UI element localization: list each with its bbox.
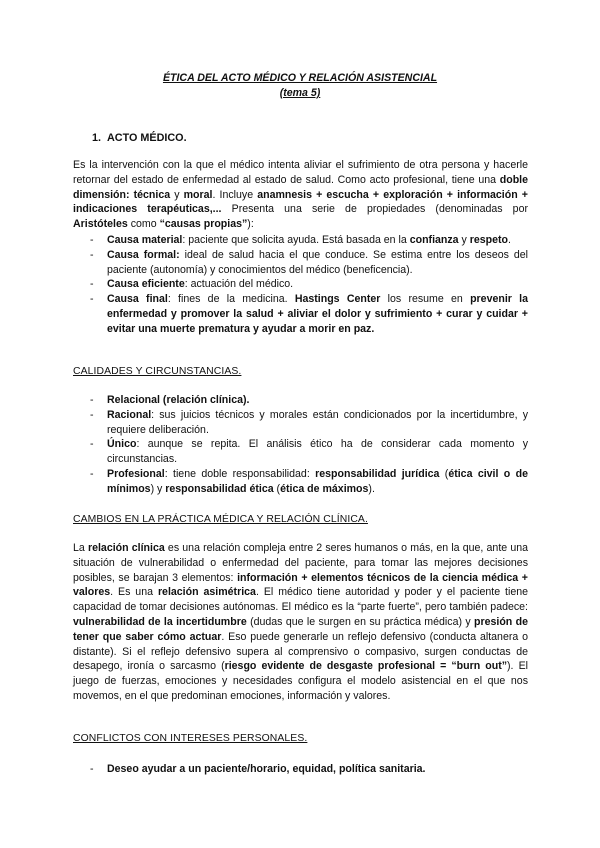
text: como bbox=[127, 218, 160, 231]
bold-text: Causa final bbox=[107, 293, 168, 306]
causas-list bbox=[73, 233, 528, 337]
section-heading-cambios: CAMBIOS EN LA PRÁCTICA MÉDICA Y RELACIÓN CLÍNICA. bbox=[73, 514, 368, 525]
list-item bbox=[73, 248, 528, 278]
text: : sus juicios técnicos y morales están condicionados por la incertidumbre, y requiere deliberación. bbox=[107, 408, 528, 436]
text: es una relación compleja entre 2 seres humanos o más, en la que, ante una situación de vulnerabilidad o enfermedad del paciente, para tomar las mejores decisiones posibles, se barajan 3 elementos: bbox=[73, 542, 529, 584]
paragraph-relacion-clinica bbox=[73, 541, 528, 704]
text: Presenta una serie de propiedades (denominadas por bbox=[221, 203, 528, 216]
bold-text: riesgo evidente de desgaste profesional = “burn out” bbox=[224, 660, 508, 673]
bold-text: relación asimétrica bbox=[157, 586, 256, 599]
bold-text: Hastings Center bbox=[294, 293, 381, 306]
bold-text: “causas propias” bbox=[159, 218, 248, 231]
text: : paciente que solicita ayuda. Está basada en la bbox=[182, 234, 410, 246]
bold-text: información + elementos técnicos de la ciencia médica + valores bbox=[73, 571, 528, 599]
text: . Incluye bbox=[212, 188, 258, 201]
list-item bbox=[73, 762, 528, 777]
section-heading-acto-medico bbox=[92, 131, 187, 146]
bold-text: ética de máximos bbox=[280, 482, 369, 495]
bold-text: Causa formal: bbox=[107, 248, 180, 261]
calidades-list bbox=[73, 393, 528, 497]
bold-text: moral bbox=[183, 188, 213, 201]
bold-text: doble dimensión: técnica bbox=[73, 173, 528, 201]
text: . Es una bbox=[110, 586, 158, 599]
text: ). El juego de fuerzas, emociones y necesidades configura el modelo asistencial en el que nos movemos, en el que predominan emociones, información y valores. bbox=[73, 660, 528, 702]
text: La bbox=[73, 542, 88, 554]
document-subtitle: (tema 5) bbox=[279, 87, 321, 99]
list-item bbox=[73, 408, 528, 438]
text: los resume en bbox=[380, 293, 471, 306]
text: Es la intervención con la que el médico intenta aliviar el sufrimiento de otra persona y hacerle retornar del estado de enfermedad al estado de salud. Como acto profesional, tiene una bbox=[73, 159, 528, 186]
section-heading-conflictos: CONFLICTOS CON INTERESES PERSONALES. bbox=[73, 733, 308, 744]
list-item bbox=[73, 277, 528, 292]
text: (dudas que le surgen en su práctica médica) y bbox=[246, 615, 474, 628]
section-heading-text: ACTO MÉDICO. bbox=[107, 132, 187, 144]
text: ) y bbox=[150, 482, 166, 495]
list-item bbox=[73, 467, 528, 497]
text: ( bbox=[273, 482, 281, 495]
bold-text: ética civil o de mínimos bbox=[107, 467, 528, 495]
text: . El médico tiene autoridad y poder y el paciente tiene capacidad de tomar decisiones autónomas. El médico es la “parte fuerte”, pero también padece: bbox=[73, 586, 529, 614]
list-item bbox=[73, 292, 528, 336]
list-item bbox=[73, 233, 528, 248]
section-number: 1. bbox=[92, 132, 102, 144]
text: ): bbox=[247, 218, 254, 231]
bold-text: Aristóteles bbox=[73, 218, 128, 231]
bold-text: responsabilidad jurídica bbox=[315, 467, 440, 480]
text: ( bbox=[439, 467, 449, 480]
document-title: ÉTICA DEL ACTO MÉDICO Y RELACIÓN ASISTENCIAL bbox=[162, 72, 438, 84]
text: ). bbox=[368, 482, 375, 495]
section-heading-calidades: CALIDADES Y CIRCUNSTANCIAS. bbox=[73, 366, 242, 377]
list-item bbox=[73, 437, 528, 467]
bold-text: prevenir la enfermedad y promover la salud + aliviar el dolor y sufrimiento + curar y cuidar + evitar una muerte prematura y ayudar a morir en paz. bbox=[107, 293, 528, 335]
bold-text: anamnesis + escucha + exploración + información + indicaciones terapéuticas,... bbox=[73, 188, 528, 216]
text: : aunque se repita. El análisis ético ha de considerar cada momento y circunstancias. bbox=[107, 438, 528, 466]
bold-text: presión de tener que saber cómo actuar bbox=[73, 615, 528, 643]
conflictos-list bbox=[73, 762, 528, 777]
bold-text: Único bbox=[107, 438, 137, 451]
bold-text: Racional bbox=[107, 408, 152, 421]
text: : actuación del médico. bbox=[184, 278, 294, 291]
bold-text: Deseo ayudar a un paciente/horario, equidad, política sanitaria. bbox=[107, 763, 426, 775]
bold-text: Causa eficiente bbox=[107, 278, 185, 291]
bold-text: responsabilidad ética bbox=[165, 482, 274, 495]
bold-text: Causa material bbox=[107, 234, 183, 246]
text: . bbox=[508, 234, 511, 246]
text: : tiene doble responsabilidad: bbox=[164, 467, 316, 480]
bold-text: vulnerabilidad de la incertidumbre bbox=[73, 615, 247, 628]
title-block bbox=[0, 71, 600, 101]
paragraph-acto-medico bbox=[73, 158, 528, 232]
text: y bbox=[458, 234, 470, 246]
bold-text: relación clínica bbox=[87, 542, 165, 554]
text: : fines de la medicina. bbox=[167, 293, 295, 306]
text: y bbox=[170, 188, 184, 201]
bold-text: respeto bbox=[469, 234, 509, 246]
bold-text: Profesional bbox=[107, 467, 165, 480]
bold-text: confianza bbox=[409, 234, 459, 246]
list-item bbox=[73, 393, 528, 408]
text: ideal de salud hacia el que conduce. Se estima entre los deseos del paciente (autonomía) y conocimientos del médico (beneficencia). bbox=[107, 248, 528, 276]
bold-text: Relacional (relación clínica). bbox=[107, 394, 250, 406]
text: . Eso puede generarle un reflejo defensivo (conducta altanera o distante). Si el reflejo defensivo supera al comprensivo o compasivo, surgen conductas de desapego, ironía o sarcasmo ( bbox=[73, 630, 528, 673]
